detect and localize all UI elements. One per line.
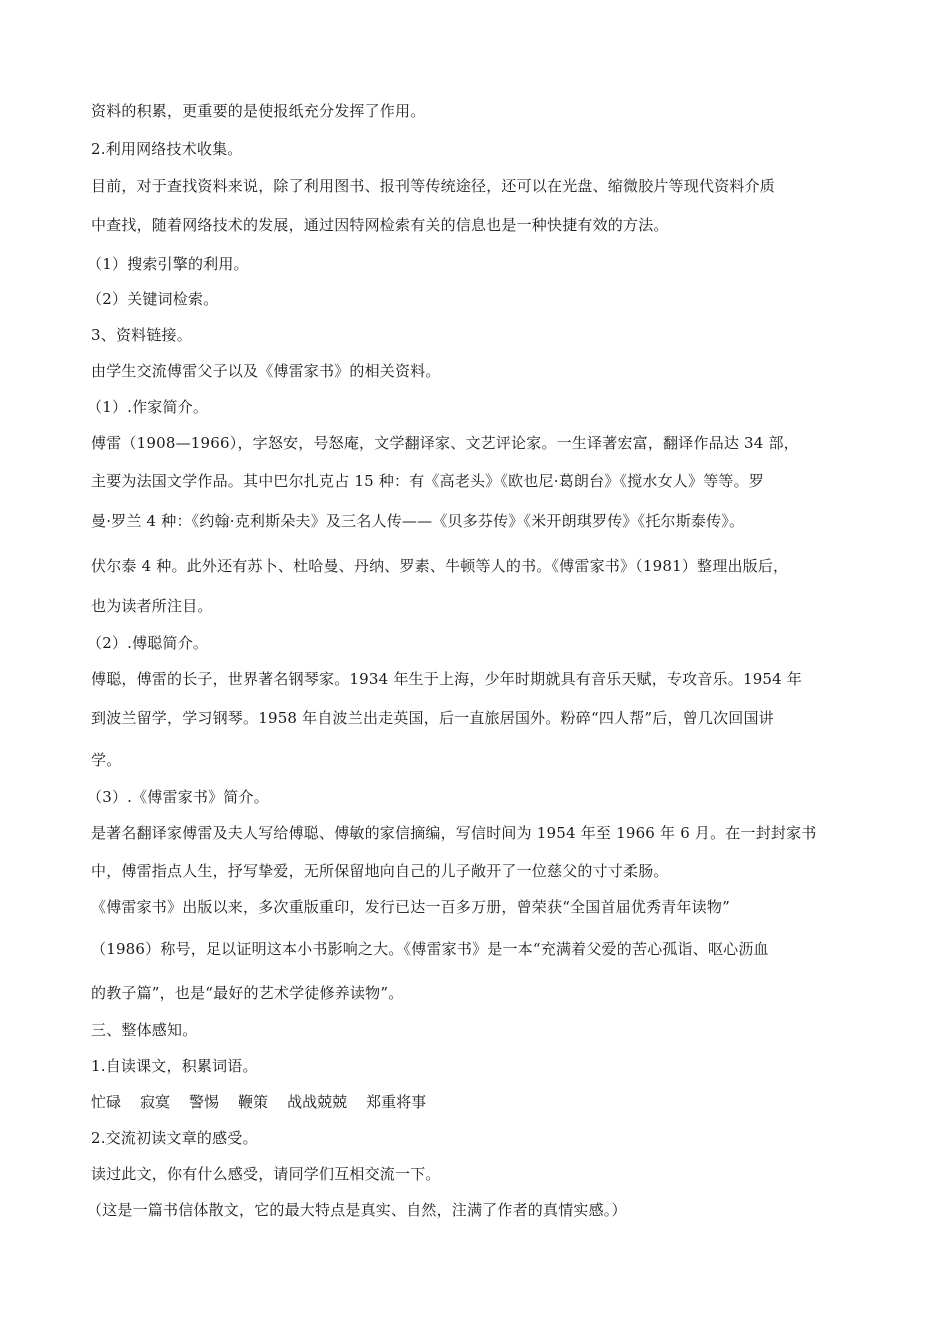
text-line-19: （3）.《傅雷家书》简介。	[87, 788, 269, 806]
text-line-20: 是著名翻译家傅雷及夫人写给傅聪、傅敏的家信摘编，写信时间为 1954 年至 1966 年 6 月。在一封封家书	[91, 824, 817, 842]
text-line-24: 的教子篇”，也是“最好的艺术学徒修养读物”。	[91, 984, 404, 1002]
text-line-23: （1986）称号，足以证明这本小书影响之大。《傅雷家书》是一本“充满着父爱的苦心孤诣、呕心沥血	[91, 940, 769, 958]
vocab-item: 战战兢兢	[287, 1093, 348, 1111]
text-line-7: 3、资料链接。	[91, 326, 192, 344]
text-line-1: 资料的积累，更重要的是使报纸充分发挥了作用。	[91, 102, 426, 120]
text-line-18: 学。	[91, 751, 122, 769]
text-line-9: （1）.作家简介。	[87, 398, 209, 416]
text-line-12: 曼·罗兰 4 种：《约翰·克利斯朵夫》及三名人传——《贝多芬传》《米开朗琪罗传》《托尔斯泰传》。	[91, 512, 745, 530]
text-line-11: 主要为法国文学作品。其中巴尔扎克占 15 种：有《高老头》《欧也尼·葛朗台》《搅水女人》等等。罗	[91, 472, 764, 490]
text-line-10: 傅雷（1908—1966），字怒安，号怒庵，文学翻译家、文艺评论家。一生译著宏富，翻译作品达 34 部，	[91, 434, 799, 452]
text-line-13: 伏尔泰 4 种。此外还有苏卜、杜哈曼、丹纳、罗素、牛顿等人的书。《傅雷家书》（1981）整理出版后，	[91, 557, 789, 575]
vocab-item: 寂寞	[140, 1093, 171, 1111]
text-line-4: 中查找，随着网络技术的发展，通过因特网检索有关的信息也是一种快捷有效的方法。	[91, 216, 669, 234]
text-line-22: 《傅雷家书》出版以来，多次重版重印，发行已达一百多万册，曾荣获“全国首届优秀青年读物”	[91, 898, 730, 916]
text-line-21: 中，傅雷指点人生，抒写挚爱，无所保留地向自己的儿子敞开了一位慈父的寸寸柔肠。	[91, 862, 669, 880]
text-line-14: 也为读者所注目。	[91, 597, 213, 615]
text-line-2: 2.利用网络技术收集。	[91, 140, 243, 158]
vocab-item: 忙碌	[91, 1093, 122, 1111]
text-line-16: 傅聪，傅雷的长子，世界著名钢琴家。1934 年生于上海，少年时期就具有音乐天赋，专攻音乐。1954 年	[91, 670, 803, 688]
text-line-6: （2）关键词检索。	[87, 290, 219, 308]
vocab-item: 鞭策	[238, 1093, 269, 1111]
text-line-8: 由学生交流傅雷父子以及《傅雷家书》的相关资料。	[91, 362, 441, 380]
text-line-26: 1.自读课文，积累词语。	[91, 1057, 258, 1075]
vocab-item: 郑重将事	[366, 1093, 427, 1111]
text-line-28: 2.交流初读文章的感受。	[91, 1129, 258, 1147]
vocab-item: 警惕	[189, 1093, 220, 1111]
text-line-30: （这是一篇书信体散文，它的最大特点是真实、自然，注满了作者的真情实感。）	[87, 1201, 627, 1219]
section-heading: 三、整体感知。	[91, 1021, 198, 1039]
text-line-5: （1）搜索引擎的利用。	[87, 255, 249, 273]
text-line-29: 读过此文，你有什么感受，请同学们互相交流一下。	[91, 1165, 441, 1183]
text-line-3: 目前，对于查找资料来说，除了利用图书、报刊等传统途径，还可以在光盘、缩微胶片等现代资料介质	[91, 177, 776, 195]
vocabulary-list	[91, 1092, 445, 1112]
text-line-15: （2）.傅聪简介。	[87, 634, 209, 652]
text-line-17: 到波兰留学，学习钢琴。1958 年自波兰出走英国，后一直旅居国外。粉碎“四人帮”后，曾几次回国讲	[91, 709, 774, 727]
